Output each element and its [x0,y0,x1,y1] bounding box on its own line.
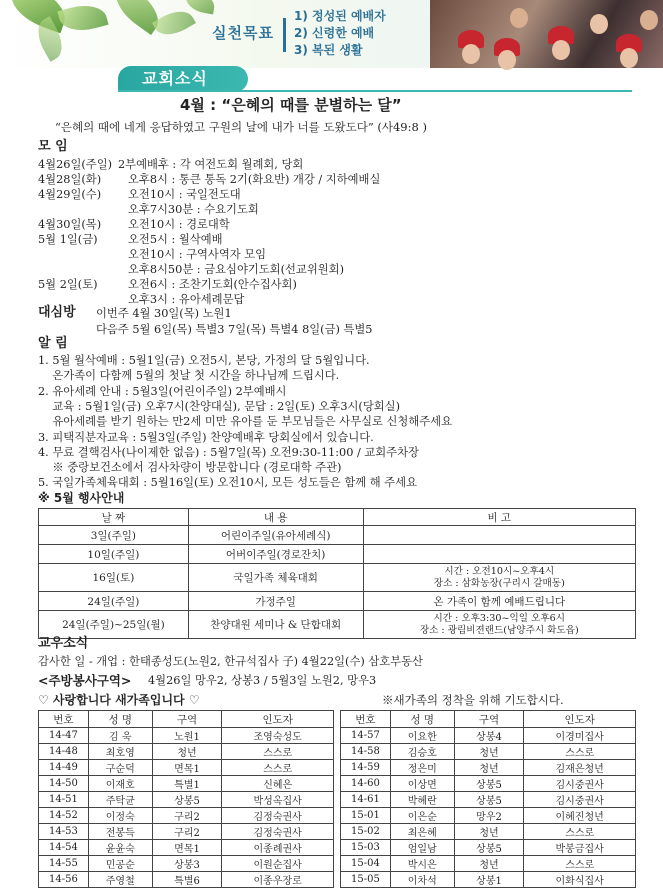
column-header: 내 용 [188,509,363,526]
leaf-decoration [152,4,196,42]
theme-verse: “은혜의 때에 네게 응답하였고 구원의 날에 내가 너를 도왔도다” (사49:8 ) [55,120,427,134]
column-header: 성 명 [390,711,454,728]
monthly-theme: 4월 : “은혜의 때를 분별하는 달” [180,96,402,114]
member-number: 14-55 [39,856,89,872]
meeting-detail: 오전6시 : 조찬기도회(안수집사회) [128,278,297,291]
member-number: 14-47 [39,728,89,744]
member-name: 이정숙 [88,808,152,824]
column-header: 번호 [39,711,89,728]
notice-line: ※ 중랑보건소에서 검사차량이 방문합니다 (경로대학 주관) [38,461,342,475]
member-district: 청년 [454,744,524,760]
member-name: 윤윤숙 [88,840,152,856]
member-guide: 이원순집사 [222,856,334,872]
event-row [39,564,636,592]
member-name: 구순덕 [88,760,152,776]
table-row [39,808,334,824]
table-row [341,792,636,808]
event-note-line: 시간 : 오후3:30~익일 오후6시 [433,612,566,624]
event-date: 3일(주일) [39,526,189,545]
section-underline [118,90,632,92]
table-row [39,744,334,760]
column-header: 구역 [152,711,222,728]
leaf-decoration [57,0,108,37]
member-guide: 스스로 [524,824,636,840]
member-name: 정은미 [390,760,454,776]
header-banner [0,0,663,68]
goal-item: 3) 복된 생활 [294,43,363,57]
event-row [39,611,636,639]
goal-item: 2) 신령한 예배 [294,26,375,40]
event-content: 어버이주일(경로잔치) [188,545,363,564]
meeting-detail: 오후3시 : 유아세례문답 [128,293,245,306]
section-title: 교회소식 [118,66,248,92]
event-content: 가정주일 [188,592,363,611]
new-family-prayer: ※새가족의 정착을 위해 기도합시다. [382,693,564,707]
table-row [341,840,636,856]
goal-divider [283,18,286,52]
member-guide: 이혜진청년 [524,808,636,824]
event-row [39,526,636,545]
member-guide: 김시중권사 [524,792,636,808]
member-name: 박시은 [390,856,454,872]
event-note: 온 가족이 함께 예배드립니다 [363,592,635,611]
choir-photo [430,0,663,68]
meeting-date: 5월 2일(토) [38,278,98,291]
member-number: 14-59 [341,760,391,776]
visit-line-this-week: 이번주 4월 30일(목) 노원1 [96,307,232,320]
member-name: 이재호 [88,776,152,792]
table-row [39,824,334,840]
new-family-heading: ♡ 사랑합니다 새가족입니다 ♡ [38,693,200,707]
event-note [363,545,635,564]
table-row [39,776,334,792]
member-district: 상봉4 [454,728,524,744]
visit-line-next-week: 다음주 5월 6일(목) 특별3 7일(목) 특별4 8일(금) 특별5 [96,323,373,336]
table-row [341,808,636,824]
member-district: 면목1 [152,840,222,856]
member-guide: 스스로 [524,856,636,872]
member-district: 상봉5 [454,792,524,808]
table-row [39,840,334,856]
event-note-line: 장소 : 삼화농장(구리시 갈매동) [433,577,565,589]
member-name: 김 욱 [88,728,152,744]
member-name: 주영철 [88,872,152,888]
notice-line: 1. 5월 월삭예배 : 5월1일(금) 오전5시, 본당, 가정의 달 5월입니다. [38,354,370,367]
members-news-text: 감사한 일 - 개업 : 한태종성도(노원2, 한규석집사 子) 4월22일(수) 삼호부동산 [38,655,423,668]
meeting-date: 5월 1일(금) [38,233,98,246]
member-guide: 신혜은 [222,776,334,792]
meeting-detail: 오전5시 : 월삭예배 [128,233,223,246]
events-heading: ※ 5월 행사안내 [38,491,125,505]
member-name: 이상면 [390,776,454,792]
member-district: 노원1 [152,728,222,744]
member-name: 주탁균 [88,792,152,808]
member-number: 14-54 [39,840,89,856]
member-guide: 이종우장로 [222,872,334,888]
goal-title: 실천목표 [212,24,274,42]
column-header: 날 짜 [39,509,189,526]
event-note [363,611,635,639]
table-row [39,760,334,776]
member-name: 민공순 [88,856,152,872]
event-note [363,526,635,545]
event-note-line: 시간 : 오전10시~오후4시 [444,565,555,577]
member-district: 상봉5 [152,792,222,808]
event-note [363,564,635,592]
member-number: 14-60 [341,776,391,792]
event-date: 16일(토) [39,564,189,592]
member-district: 상봉3 [152,856,222,872]
member-number: 14-61 [341,792,391,808]
table-row [341,824,636,840]
member-number: 14-53 [39,824,89,840]
table-row [341,872,636,888]
meeting-detail: 오후7시30분 : 수요기도회 [128,203,259,216]
member-guide: 스스로 [524,744,636,760]
member-guide: 김시중권사 [524,776,636,792]
member-name: 최은혜 [390,824,454,840]
column-header: 비 고 [363,509,635,526]
notice-line: 교육 : 5월1일(금) 오후7시(찬양대실), 문답 : 2일(토) 오후3시(당회실) [38,399,400,413]
kitchen-service-text: 4월26일 망우2, 상봉3 / 5월3일 노원2, 망우3 [148,674,377,687]
goal-list [294,8,386,59]
member-number: 15-02 [341,824,391,840]
meeting-date: 4월28일(화) [38,173,102,186]
member-district: 망우2 [454,808,524,824]
member-guide: 김정숙권사 [222,824,334,840]
member-number: 14-49 [39,760,89,776]
member-number: 14-51 [39,792,89,808]
meetings-heading: 모 임 [38,139,68,154]
event-content: 찬양대원 세미나 & 단합대회 [188,611,363,639]
event-date: 24일(주일) [39,592,189,611]
event-content: 국일가족 체육대회 [188,564,363,592]
column-header: 구역 [454,711,524,728]
member-guide: 박봉금집사 [524,840,636,856]
member-number: 14-56 [39,872,89,888]
visit-heading: 대심방 [38,305,76,320]
member-guide: 박성옥집사 [222,792,334,808]
member-number: 15-04 [341,856,391,872]
member-district: 특별6 [152,872,222,888]
member-district: 구리2 [152,808,222,824]
member-guide: 이경미집사 [524,728,636,744]
column-header: 인도자 [222,711,334,728]
member-name: 이차석 [390,872,454,888]
notices-heading: 알 림 [38,336,68,351]
member-name: 이은순 [390,808,454,824]
meeting-detail: 오전10시 : 경로대학 [128,218,230,231]
member-number: 15-01 [341,808,391,824]
member-guide: 이종례권사 [222,840,334,856]
kitchen-service-heading: <주방봉사구역> [38,673,132,688]
member-number: 15-03 [341,840,391,856]
member-number: 14-50 [39,776,89,792]
table-row [39,856,334,872]
member-guide: 스스로 [222,744,334,760]
meeting-date: 4월29일(수) [38,188,102,201]
meeting-date: 4월26일(주일) [38,158,113,171]
column-header: 성 명 [88,711,152,728]
member-district: 상봉5 [454,776,524,792]
goal-item: 1) 정성된 예배자 [294,9,386,23]
notice-line: 5. 국일가족체육대회 : 5월16일(토) 오전10시, 모든 성도들은 함께 해 주세요 [38,476,417,490]
member-district: 청년 [454,760,524,776]
table-row [39,792,334,808]
member-name: 김승호 [390,744,454,760]
member-district: 상봉5 [454,840,524,856]
meeting-date: 4월30일(목) [38,218,102,231]
member-guide: 이화식집사 [524,872,636,888]
member-guide: 조영숙성도 [222,728,334,744]
members-news-heading: 교우소식 [38,636,89,651]
meeting-detail: 오전10시 : 구역사역자 모임 [128,248,267,261]
event-date: 10일(주일) [39,545,189,564]
member-guide: 스스로 [222,760,334,776]
member-district: 청년 [454,856,524,872]
member-district: 상봉1 [454,872,524,888]
member-name: 이요한 [390,728,454,744]
meeting-detail: 오전10시 : 국일전도대 [128,188,241,201]
member-name: 박혜란 [390,792,454,808]
member-guide: 김정숙권사 [222,808,334,824]
table-row [341,856,636,872]
notice-line: 2. 유아세례 안내 : 5월3일(어린이주일) 2부예배시 [38,384,287,398]
table-row [39,872,334,888]
member-number: 14-58 [341,744,391,760]
event-date: 24일(주일)~25일(월) [39,611,189,639]
new-family-table-left [38,710,334,888]
member-district: 면목1 [152,760,222,776]
table-row [341,776,636,792]
member-district: 구리2 [152,824,222,840]
notice-line: 유아세례를 받기 원하는 만2세 미만 유아를 둔 부모님들은 사무실로 신청해주세요 [38,415,452,429]
meeting-detail: 오후8시 : 통큰 통독 2기(화요반) 개강 / 지하예배실 [128,173,381,186]
table-row [341,744,636,760]
event-row [39,592,636,611]
member-district: 청년 [454,824,524,840]
member-number: 14-52 [39,808,89,824]
meeting-detail: 오후8시50분 : 금요심야기도회(선교위원회) [128,263,344,276]
event-content: 어린이주일(유아세례식) [188,526,363,545]
table-row [341,760,636,776]
new-family-table-right [340,710,636,888]
events-table [38,508,636,639]
table-row [341,728,636,744]
meeting-detail: 2부예배후 : 각 여전도회 월례회, 당회 [118,158,304,171]
notice-line: 4. 무료 결핵검사(나이제한 없음) : 5월7일(목) 오전9:30-11:00 / 교회주차장 [38,445,419,459]
member-name: 전봉득 [88,824,152,840]
table-row [39,728,334,744]
column-header: 인도자 [524,711,636,728]
member-number: 14-57 [341,728,391,744]
member-name: 최호영 [88,744,152,760]
member-number: 15-05 [341,872,391,888]
member-name: 엄일남 [390,840,454,856]
member-number: 14-48 [39,744,89,760]
member-guide: 김재은청년 [524,760,636,776]
events-table-header [39,509,636,526]
event-row [39,545,636,564]
event-note-line: 장소 : 광림비젼랜드(남양주시 화도읍) [419,624,579,636]
notice-line: 온가족이 다함께 5월의 첫날 첫 시간을 하나님께 드립시다. [38,369,340,383]
notice-line: 3. 피택직분자교육 : 5월3일(주일) 찬양예배후 당회실에서 있습니다. [38,430,374,444]
member-district: 특별1 [152,776,222,792]
column-header: 번호 [341,711,391,728]
member-district: 청년 [152,744,222,760]
